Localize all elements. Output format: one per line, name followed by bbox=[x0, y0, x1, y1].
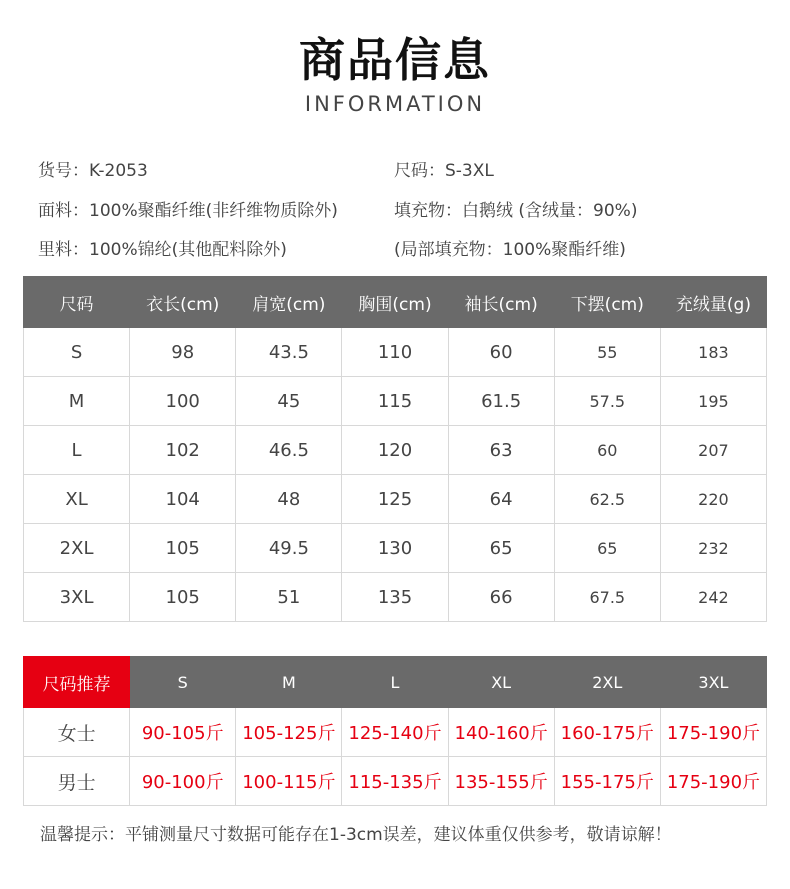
weight-range: 155-175斤 bbox=[554, 757, 660, 806]
table-cell: 220 bbox=[660, 475, 766, 524]
table-cell: 55 bbox=[554, 328, 660, 377]
table-cell: 98 bbox=[130, 328, 236, 377]
table-cell: 60 bbox=[448, 328, 554, 377]
table-cell: 62.5 bbox=[554, 475, 660, 524]
table-cell: 110 bbox=[342, 328, 448, 377]
table-cell: 43.5 bbox=[236, 328, 342, 377]
column-header: XL bbox=[448, 657, 554, 708]
column-header: 胸围(cm) bbox=[342, 277, 448, 328]
column-header: 充绒量(g) bbox=[660, 277, 766, 328]
weight-range: 175-190斤 bbox=[660, 757, 766, 806]
table-cell: 3XL bbox=[24, 573, 130, 622]
table-cell: 183 bbox=[660, 328, 766, 377]
table-cell: 48 bbox=[236, 475, 342, 524]
column-header: 袖长(cm) bbox=[448, 277, 554, 328]
size-table bbox=[23, 276, 767, 622]
size-recommendation-table bbox=[23, 656, 767, 806]
weight-range: 115-135斤 bbox=[342, 757, 448, 806]
weight-range: 105-125斤 bbox=[236, 708, 342, 757]
recommend-title-cell: 尺码推荐 bbox=[24, 657, 130, 708]
info-row bbox=[38, 198, 778, 224]
table-cell: XL bbox=[24, 475, 130, 524]
column-header: S bbox=[130, 657, 236, 708]
weight-range: 125-140斤 bbox=[342, 708, 448, 757]
table-cell: 2XL bbox=[24, 524, 130, 573]
table-cell: 65 bbox=[554, 524, 660, 573]
page-header bbox=[0, 30, 790, 116]
table-cell: 60 bbox=[554, 426, 660, 475]
table-cell: 66 bbox=[448, 573, 554, 622]
table-cell: L bbox=[24, 426, 130, 475]
filling: 填充物：白鹅绒 (含绒量：90%) bbox=[394, 201, 638, 221]
recommend-table-header bbox=[24, 657, 767, 708]
column-header: 肩宽(cm) bbox=[236, 277, 342, 328]
table-cell: 242 bbox=[660, 573, 766, 622]
row-label-men: 男士 bbox=[24, 757, 130, 806]
table-cell: 195 bbox=[660, 377, 766, 426]
table-cell: 51 bbox=[236, 573, 342, 622]
table-row bbox=[24, 328, 767, 377]
table-cell: 65 bbox=[448, 524, 554, 573]
weight-range: 100-115斤 bbox=[236, 757, 342, 806]
table-cell: 57.5 bbox=[554, 377, 660, 426]
table-row bbox=[24, 573, 767, 622]
weight-range: 90-100斤 bbox=[130, 757, 236, 806]
column-header: 下摆(cm) bbox=[554, 277, 660, 328]
table-cell: 46.5 bbox=[236, 426, 342, 475]
table-cell: 105 bbox=[130, 524, 236, 573]
row-label-women: 女士 bbox=[24, 708, 130, 757]
table-cell: M bbox=[24, 377, 130, 426]
column-header: 2XL bbox=[554, 657, 660, 708]
table-cell: 100 bbox=[130, 377, 236, 426]
table-cell: 63 bbox=[448, 426, 554, 475]
item-number: 货号：K-2053 bbox=[38, 161, 148, 181]
table-cell: 104 bbox=[130, 475, 236, 524]
size-table-header bbox=[24, 277, 767, 328]
table-cell: 67.5 bbox=[554, 573, 660, 622]
page-subtitle: INFORMATION bbox=[304, 92, 486, 116]
table-cell: 61.5 bbox=[448, 377, 554, 426]
partial-filling: (局部填充物：100%聚酯纤维) bbox=[394, 240, 626, 260]
table-row bbox=[24, 757, 767, 806]
weight-range: 90-105斤 bbox=[130, 708, 236, 757]
size-range: 尺码：S-3XL bbox=[394, 161, 494, 181]
column-header: 3XL bbox=[660, 657, 766, 708]
table-row bbox=[24, 426, 767, 475]
weight-range: 135-155斤 bbox=[448, 757, 554, 806]
table-cell: 64 bbox=[448, 475, 554, 524]
info-row bbox=[38, 158, 778, 184]
column-header: L bbox=[342, 657, 448, 708]
table-cell: 49.5 bbox=[236, 524, 342, 573]
table-cell: 135 bbox=[342, 573, 448, 622]
table-row bbox=[24, 708, 767, 757]
table-cell: 125 bbox=[342, 475, 448, 524]
fabric: 面料：100%聚酯纤维(非纤维物质除外) bbox=[38, 201, 338, 221]
table-cell: 232 bbox=[660, 524, 766, 573]
column-header: 衣长(cm) bbox=[130, 277, 236, 328]
table-cell: 102 bbox=[130, 426, 236, 475]
table-cell: 105 bbox=[130, 573, 236, 622]
weight-range: 160-175斤 bbox=[554, 708, 660, 757]
weight-range: 140-160斤 bbox=[448, 708, 554, 757]
table-row bbox=[24, 524, 767, 573]
table-row bbox=[24, 377, 767, 426]
weight-range: 175-190斤 bbox=[660, 708, 766, 757]
table-cell: 120 bbox=[342, 426, 448, 475]
info-row bbox=[38, 237, 778, 263]
column-header: 尺码 bbox=[24, 277, 130, 328]
column-header: M bbox=[236, 657, 342, 708]
lining: 里料：100%锦纶(其他配料除外) bbox=[38, 240, 287, 260]
table-cell: 130 bbox=[342, 524, 448, 573]
page-title: 商品信息 bbox=[299, 33, 491, 87]
table-cell: 207 bbox=[660, 426, 766, 475]
measurement-note: 温馨提示：平铺测量尺寸数据可能存在1-3cm误差，建议体重仅供参考，敬请谅解！ bbox=[40, 825, 672, 845]
table-cell: 115 bbox=[342, 377, 448, 426]
table-cell: S bbox=[24, 328, 130, 377]
table-cell: 45 bbox=[236, 377, 342, 426]
table-row bbox=[24, 475, 767, 524]
